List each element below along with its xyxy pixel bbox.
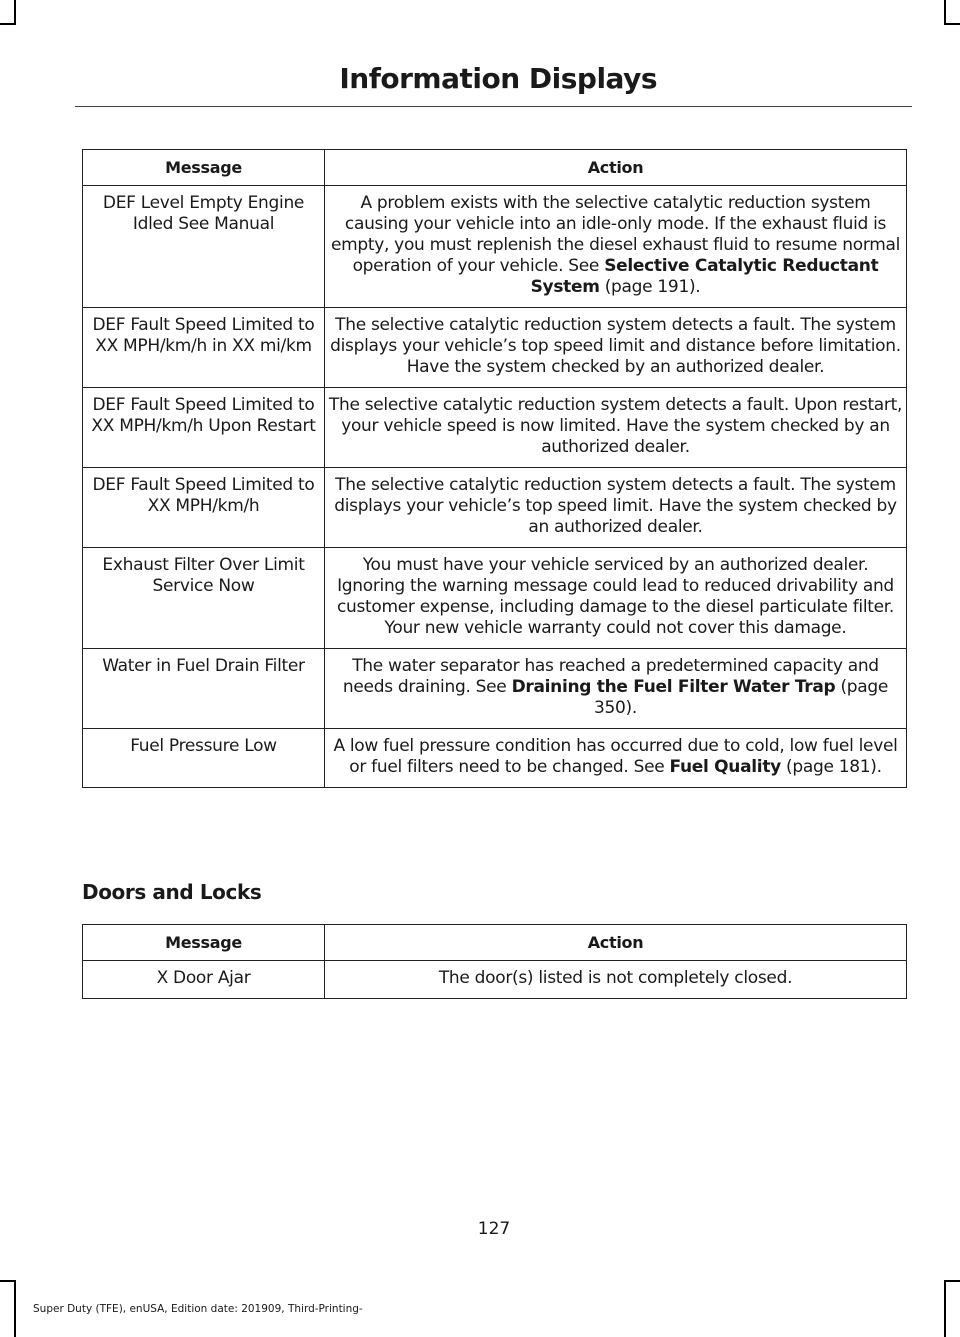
table-header-row: [83, 925, 907, 961]
table-row: [83, 308, 907, 388]
crop-mark: [0, 23, 16, 25]
page-number: 127: [477, 1219, 511, 1239]
table-row: [83, 961, 907, 999]
action-cell: The selective catalytic reduction system detects a fault. The system displays your vehicle’s top speed limit and distance before limitation. Have the system checked by an authorized dealer.: [325, 308, 907, 388]
table-row: [83, 388, 907, 468]
message-cell: DEF Fault Speed Limited to XX MPH/km/h: [83, 468, 325, 548]
table-row: [83, 548, 907, 649]
column-header-message: Message: [83, 925, 325, 961]
column-header-message: Message: [83, 150, 325, 186]
crop-mark: [944, 23, 960, 25]
action-text: A low fuel pressure condition has occurred due to cold, low fuel level or fuel filters need to be changed. See: [333, 736, 898, 777]
message-cell: Fuel Pressure Low: [83, 729, 325, 788]
crop-mark: [944, 1280, 946, 1337]
crop-mark: [14, 0, 16, 24]
message-cell: DEF Fault Speed Limited to XX MPH/km/h Upon Restart: [83, 388, 325, 468]
doors-locks-table: [82, 924, 907, 999]
cross-reference-link[interactable]: Fuel Quality: [669, 757, 781, 777]
page-title: Information Displays: [339, 62, 657, 95]
header-rule: [75, 106, 912, 107]
crop-mark: [0, 1280, 16, 1282]
action-cell: [325, 186, 907, 308]
messages-table: [82, 149, 907, 788]
cross-reference-link[interactable]: Draining the Fuel Filter Water Trap: [511, 677, 836, 697]
table-row: [83, 468, 907, 548]
crop-mark: [944, 1280, 960, 1282]
cross-reference-link[interactable]: Selective Catalytic Reductant System: [530, 256, 879, 297]
message-cell: Water in Fuel Drain Filter: [83, 649, 325, 729]
action-text: A problem exists with the selective catalytic reduction system causing your vehicle into an idle-only mode. If the exhaust fluid is empty, you must replenish the diesel exhaust fluid to resume normal operation of your vehicle. See: [330, 193, 901, 276]
message-cell: DEF Level Empty Engine Idled See Manual: [83, 186, 325, 308]
action-text: The water separator has reached a predetermined capacity and needs draining. See: [342, 656, 879, 697]
message-cell: Exhaust Filter Over Limit Service Now: [83, 548, 325, 649]
page-reference: (page 181).: [780, 757, 882, 777]
table-row: [83, 729, 907, 788]
column-header-action: Action: [325, 150, 907, 186]
page-reference: (page 191).: [599, 277, 701, 297]
action-cell: The selective catalytic reduction system detects a fault. Upon restart, your vehicle speed is now limited. Have the system checked by an authorized dealer.: [325, 388, 907, 468]
action-cell: [325, 729, 907, 788]
crop-mark: [944, 0, 946, 24]
page-reference: (page 350).: [594, 677, 889, 718]
action-cell: The door(s) listed is not completely closed.: [325, 961, 907, 999]
section-heading: Doors and Locks: [82, 880, 262, 904]
message-cell: DEF Fault Speed Limited to XX MPH/km/h in XX mi/km: [83, 308, 325, 388]
action-cell: [325, 649, 907, 729]
table-row: [83, 186, 907, 308]
message-cell: X Door Ajar: [83, 961, 325, 999]
action-cell: You must have your vehicle serviced by an authorized dealer. Ignoring the warning message could lead to reduced drivability and customer expense, including damage to the diesel particulate filter. Your new vehicle warranty could not cover this damage.: [325, 548, 907, 649]
action-cell: The selective catalytic reduction system detects a fault. The system displays your vehicle’s top speed limit. Have the system checked by an authorized dealer.: [325, 468, 907, 548]
edition-footer: Super Duty (TFE), enUSA, Edition date: 201909, Third-Printing-: [33, 1303, 363, 1315]
table-header-row: [83, 150, 907, 186]
table-row: [83, 649, 907, 729]
column-header-action: Action: [325, 925, 907, 961]
crop-mark: [14, 1280, 16, 1337]
